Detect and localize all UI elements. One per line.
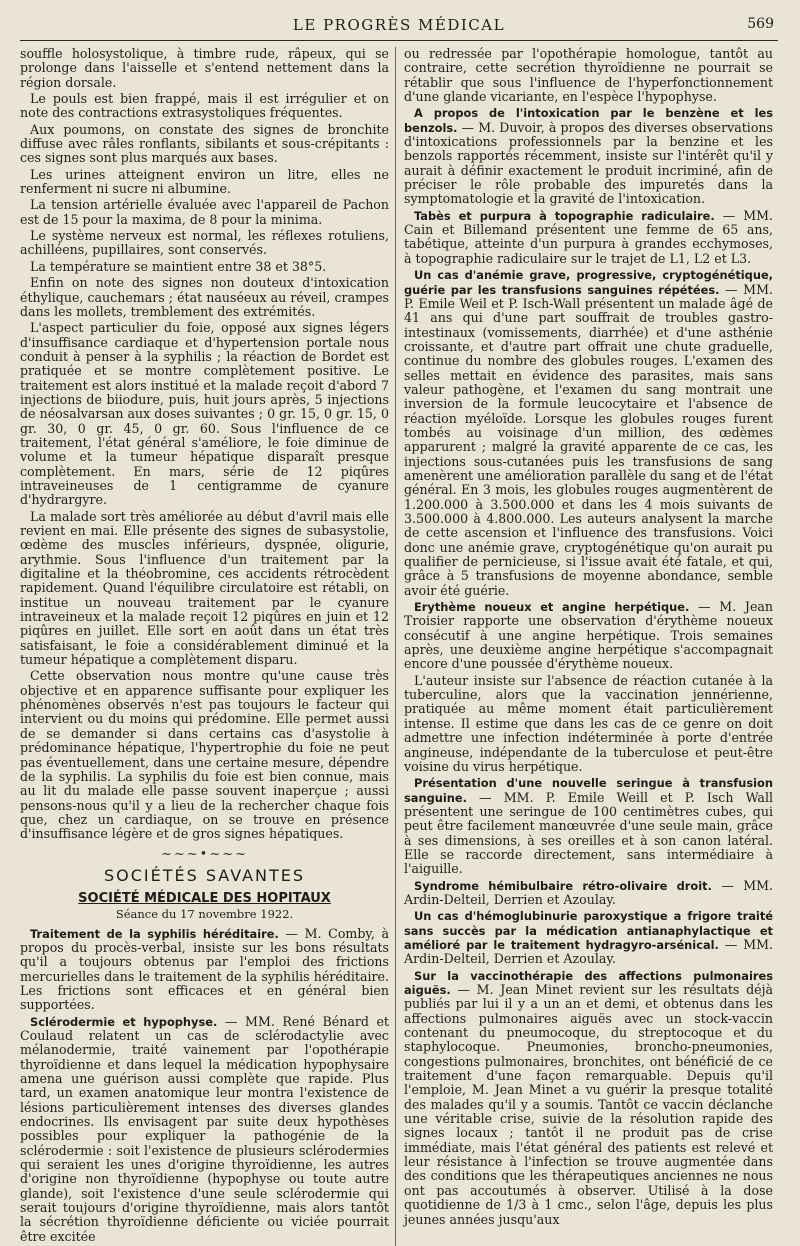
report-item: [404, 106, 773, 206]
item-text: — MM. Ardin-Delteil, Derrien et Azoulay.: [404, 936, 773, 967]
right-column: [395, 47, 773, 1246]
item-heading: Erythème noueux et angine herpétique.: [414, 600, 690, 615]
item-text: L'auteur insiste sur l'absence de réaction cutanée à la tuberculine, alors que la vaccination jennérienne, pratiquée au même moment était particulièrement intense. Il estime que dans les cas de ce genre on doit admettre une infection indéterminée à porte d'entrée angineuse, indépendante de la tuberculose et peut-être voisine du virus herpétique.: [404, 672, 773, 774]
report-item: [404, 209, 773, 266]
item-text: — MM. P. Emile Weil et P. Isch-Wall présentent un malade âgé de 41 ans qui d'une part souffrait de troubles gastro-intestinaux (vomissements, diarrhée) et d'une asthénie croissante, et d'autre part offrait une chute graduelle, continue du nombre des globules rouges. L'examen des selles mettait en évidence des parasites, mais sans valeur pathogène, et l'examen du sang montrait une inversion de la formule leucocytaire et l'absence de réaction myéloïde. Lorsque les globules rouges furent tombés au voisinage d'un million, des œdèmes apparurent ; malgré la gravité apparente de ce cas, les injections sous-cutanées puis les transfusions de sang amenèrent une amélioration parallèle du sang et de l'état général. En 3 mois, les globules rouges augmentèrent de 1.200.000 à 3.500.000 et dans les 4 mois suivants de 3.500.000 à 4.800.000. Les auteurs analysent la marche de cette ascension et l'influence des transfusions. Voici donc une anémie grave, cryptogénétique qu'on aurait pu qualifier de pernicieuse, si l'issue avait été fatale, et qui, grâce à 5 transfusions de moyenne abondance, semble avoir été guérie.: [404, 281, 773, 598]
paragraph: Le système nerveux est normal, les réflexes rotuliens, achilléens, pupillaires, sont conservés.: [20, 228, 389, 258]
item-text: — MM. René Bénard et Coulaud relatent un cas de sclérodactylie avec mélanodermie, traité vainement par l'opothérapie thyroïdienne et dans lequel la médication hypophysaire amena une guérison aussi complète que rapide. Plus tard, un examen anatomique leur montra l'existence de lésions particulièrement intenses des diverses glandes endocrines. Ils envisagent par suite deux hypothèses possibles pour expliquer la pathogénie de la sclérodermie : soit l'existence de plusieurs sclérodermies qui seraient les unes d'origine thyroïdienne, les autres d'origine non thyroïdienne (hypophyse ou toute autre glande), soit l'existence d'une seule sclérodermie qui serait toujours d'origine thyroïdienne, mais alors tantôt la sécrétion thyroïdienne déficiente ou viciée pourrait être excitée: [20, 1013, 389, 1244]
session-date: Séance du 17 novembre 1922.: [115, 906, 294, 921]
paragraph: souffle holosystolique, à timbre rude, râpeux, qui se prolonge dans l'aisselle et s'entend nettement dans la région dorsale.: [20, 47, 389, 90]
item-heading: Présentation d'une nouvelle seringue à transfusion sanguine.: [404, 776, 773, 805]
section-title: SOCIÉTÉS SAVANTES: [103, 865, 306, 885]
report-item: [404, 674, 773, 774]
two-column-body: [20, 47, 778, 1246]
item-heading: A propos de l'intoxication par le benzène et les benzols.: [404, 106, 773, 135]
item-heading: Tabès et purpura à topographie radiculaire.: [414, 208, 715, 223]
running-header: [20, 14, 778, 41]
paragraph: Les urines atteignent environ un litre, elles ne renferment ni sucre ni albumine.: [20, 166, 389, 197]
item-text: — M. Comby, à propos du procès-verbal, insiste sur les bons résultats qu'il a toujours obtenus par l'emploi des frictions mercurielles dans le traitement de la syphilis héréditaire. Les frictions sont efficaces et en général bien supportées.: [20, 925, 389, 1013]
report-item: [404, 909, 773, 966]
paragraph: Aux poumons, on constate des signes de bronchite diffuse avec râles ronflants, sibilants et sous-crépitants : ces signes sont plus marqués aux bases.: [20, 121, 389, 166]
item-heading: Un cas d'anémie grave, progressive, cryptogénétique, guérie par les transfusions sanguines répétées.: [404, 268, 773, 297]
item-heading: Syndrome hémibulbaire rétro-olivaire droit.: [414, 878, 712, 893]
report-item: [404, 600, 773, 672]
left-column: [20, 47, 395, 1246]
paragraph: Cette observation nous montre qu'une cause très objective et en apparence suffisante pour expliquer les phénomènes observés n'est pas toujours le facteur qui intervient ou du moins qui prédomine. Elle permet aussi de se demander si dans certains cas d'asystolie à prédominance hépatique, l'hypertrophie du foie ne peut pas éventuellement, dans une certaine mesure, dépendre de la syphilis. La syphilis du foie est bien connue, mais au lit du malade elle passe souvent inaperçue ; aussi pensons-nous qu'il y a lieu de la rechercher chaque fois que, chez un cardiaque, on se trouve en présence d'insuffisance légère et de gros signes hépatiques.: [20, 668, 389, 842]
journal-title: LE PROGRÈS MÉDICAL: [292, 16, 506, 34]
paragraph: La malade sort très améliorée au début d'avril mais elle revient en mai. Elle présente des signes de subasystolie, œdème des muscles inférieurs, dyspnée, oligurie, arythmie. Sous l'influence d'un traitement par la digitaline et la théobromine, ces accidents rétrocèdent rapidement. Quand l'équilibre circulatoire est rétabli, on institue un nouveau traitement par le cyanure intraveineux et la malade reçoit 12 piqûres en juin et 12 piqûres en juillet. Elle sort en août dans un état très satisfaisant, le foie a considérablement diminué et la tumeur hépatique a complètement disparu.: [20, 508, 389, 668]
item-heading: Traitement de la syphilis héréditaire.: [30, 926, 279, 941]
report-item: [20, 1015, 389, 1245]
paragraph: La température se maintient entre 38 et 38°5.: [30, 258, 327, 274]
report-item: [404, 879, 773, 908]
paragraph: ou redressée par l'opothérapie homologue, tantôt au contraire, cette secrétion thyroïdienne ne pourrait se rétablir que sous l'influence de l'hyperfonctionnement d'une glande vicariante, en l'espèce l'hypophyse.: [404, 47, 773, 105]
paragraph: Enfin on note des signes non douteux d'intoxication éthylique, cauchemars ; état nauséeux au réveil, crampes dans les mollets, tremblement des extrémités.: [20, 275, 389, 319]
item-heading: Sur la vaccinothérapie des affections pulmonaires aiguës.: [404, 968, 773, 997]
page-number: 569: [747, 16, 774, 32]
item-text: — MM. P. Emile Weill et P. Isch Wall présentent une seringue de 100 centimètres cubes, qui peut être facilement manœuvrée d'une seule main, grâce à ses dimensions, à ses oreilles et à son canon latéral. Elle se raccorde directement, sans intermédiaire à l'aiguille.: [404, 789, 773, 877]
item-text: — M. Duvoir, à propos des diverses observations d'intoxications professionnels par la benzine et les benzols rapportés récemment, insiste sur l'intérêt qu'il y aurait à définir exactement le produit incriminé, afin de préciser le rôle probable des impuretés dans la symptomatologie et la gravité de l'intoxication.: [404, 119, 773, 207]
item-heading: Un cas d'hémoglubinurie paroxystique a frigore traité sans succès par la médication antianaphylactique et amélioré par le traitement hydragyro-arsénical.: [404, 909, 773, 952]
item-text: — M. Jean Troisier rapporte une observation d'érythème noueux consécutif à une angine herpétique. Trois semaines après, une deuxième angine herpétique s'accompagnait encore d'une poussée d'érythème noueux.: [404, 599, 773, 672]
item-text: — MM. Cain et Billemand présentent une femme de 65 ans, tabétique, atteinte d'un purpura à grandes ecchymoses, à topographie radiculaire sur le trajet de L1, L2 et L3.: [404, 207, 773, 266]
report-item: [404, 776, 773, 876]
paragraph: Le pouls est bien frappé, mais il est irrégulier et on note des contractions extrasystoliques fréquentes.: [20, 91, 389, 121]
society-title: SOCIÉTÉ MÉDICALE DES HOPITAUX: [78, 890, 331, 906]
paragraph: La tension artérielle évaluée avec l'appareil de Pachon est de 15 pour la maxima, de 8 pour la minima.: [20, 197, 389, 227]
ornament-divider: ~~~•~~~: [160, 846, 249, 862]
item-text: — M. Jean Minet revient sur les résultats déjà publiés par lui il y a un an et demi, et obtenus dans les affections pulmonaires aiguës avec un stock-vaccin contenant du pneumocoque, du streptocoque et du staphylocoque. Pneumonies, broncho-pneumonies, congestions pulmonaires, bronchites, ont bénéficié de ce traitement d'une façon remarquable. Depuis qu'il l'emploie, M. Jean Minet a vu guérir la presque totalité des malades qu'il y a soumis. Tantôt ce vaccin déclanche une véritable crise, suivie de la résolution rapide des signes locaux ; tantôt il ne produit pas de crise immédiate, mais l'état général des patients est relevé et leur résistance à l'infection se trouve augmentée dans des conditions que les thérapeutiques anciennes ne nous ont pas accoutumés à observer. Utilisé à la dose quotidienne de 1/3 à 1 cmc., selon l'âge, depuis les plus jeunes années jusqu'aux: [404, 982, 773, 1227]
report-item: [404, 969, 773, 1227]
item-heading: Sclérodermie et hypophyse.: [30, 1014, 218, 1029]
paragraph: L'aspect particulier du foie, opposé aux signes légers d'insuffisance cardiaque et d'hypertension portale nous conduit à penser à la syphilis ; la réaction de Bordet est pratiquée et se montre complètement positive. Le traitement est alors institué et la malade reçoit d'abord 7 injections de biiodure, puis, huit jours après, 5 injections de néosalvarsan aux doses suivantes ; 0 gr. 15, 0 gr. 15, 0 gr. 30, 0 gr. 45, 0 gr. 60. Sous l'influence de ce traitement, l'état général s'améliore, le foie diminue de volume et la tumeur hépatique disparaît presque complètement. En mars, série de 12 piqûres intraveineuses de 1 centigramme de cyanure d'hydrargyre.: [20, 320, 389, 508]
item-text: — MM. Ardin-Delteil, Derrien et Azoulay.: [404, 877, 773, 907]
report-item: [20, 927, 389, 1013]
report-item: [404, 268, 773, 598]
